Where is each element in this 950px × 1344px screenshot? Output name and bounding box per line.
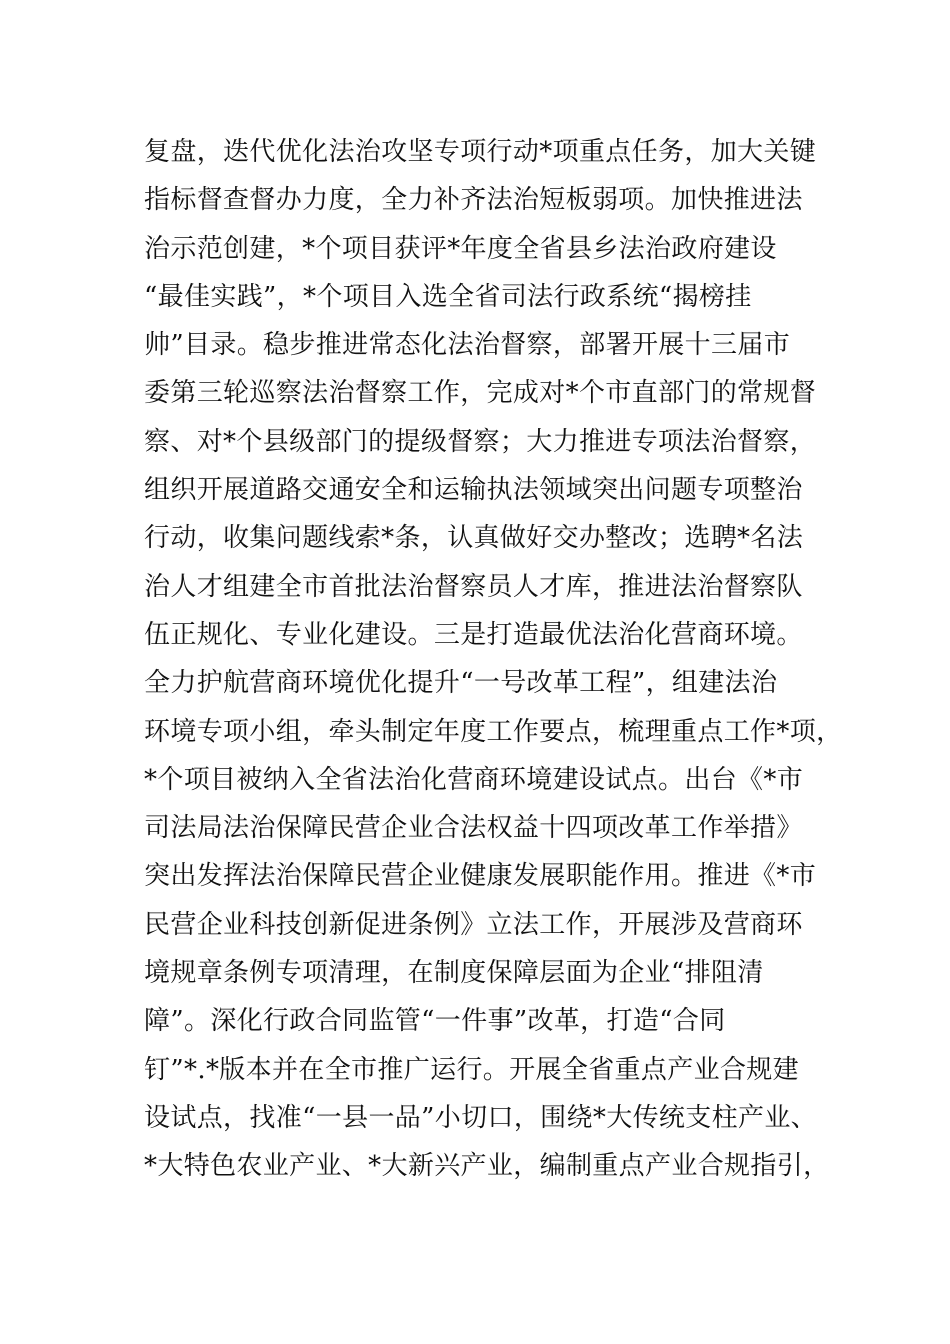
text-line: 委第三轮巡察法治督察工作，完成对*个市直部门的常规督 bbox=[144, 378, 817, 409]
text-line: 民营企业科技创新促进条例》立法工作，开展涉及营商环 bbox=[144, 909, 803, 940]
text-line: 全力护航营商环境优化提升“一号改革工程”，组建法治 bbox=[144, 668, 778, 699]
text-line: 行动，收集问题线索*条，认真做好交办整改；选聘*名法 bbox=[144, 523, 804, 554]
text-line: 设试点，找准“一县一品”小切口，围绕*大传统支柱产业、 bbox=[144, 1102, 818, 1133]
text-line: *个项目被纳入全省法治化营商环境建设试点。出台《*市 bbox=[144, 764, 804, 795]
text-line: 察、对*个县级部门的提级督察；大力推进专项法治督察， bbox=[144, 426, 817, 457]
text-line: 障”。深化行政合同监管“一件事”改革，打造“合同 bbox=[144, 1006, 726, 1037]
text-line: 环境专项小组，牵头制定年度工作要点，梳理重点工作*项， bbox=[144, 716, 843, 747]
text-line: 复盘，迭代优化法治攻坚专项行动*项重点任务，加大关键 bbox=[144, 137, 817, 167]
text-line: 组织开展道路交通安全和运输执法领域突出问题专项整治 bbox=[144, 475, 803, 506]
text-line: 钉”*.*版本并在全市推广运行。开展全省重点产业合规建 bbox=[144, 1054, 800, 1085]
text-line: 帅”目录。稳步推进常态化法治督察，部署开展十三届市 bbox=[144, 330, 791, 361]
text-line: 境规章条例专项清理，在制度保障层面为企业“排阻清 bbox=[144, 958, 764, 989]
text-line: 司法局法治保障民营企业合法权益十四项改革工作举措》 bbox=[144, 813, 803, 844]
text-line: 突出发挥法治保障民营企业健康发展职能作用。推进《*市 bbox=[144, 861, 817, 892]
text-line: “最佳实践”，*个项目入选全省司法行政系统“揭榜挂 bbox=[144, 281, 752, 312]
text-line: 指标督查督办力度，全力补齐法治短板弱项。加快推进法 bbox=[144, 185, 803, 216]
body-paragraph bbox=[144, 128, 843, 1191]
text-line: *大特色农业产业、*大新兴产业，编制重点产业合规指引， bbox=[144, 1151, 830, 1182]
text-line: 伍正规化、专业化建设。三是打造最优法治化营商环境。 bbox=[144, 619, 803, 650]
text-line: 治人才组建全市首批法治督察员人才库，推进法治督察队 bbox=[144, 571, 803, 602]
text-line: 治示范创建，*个项目获评*年度全省县乡法治政府建设 bbox=[144, 233, 777, 264]
